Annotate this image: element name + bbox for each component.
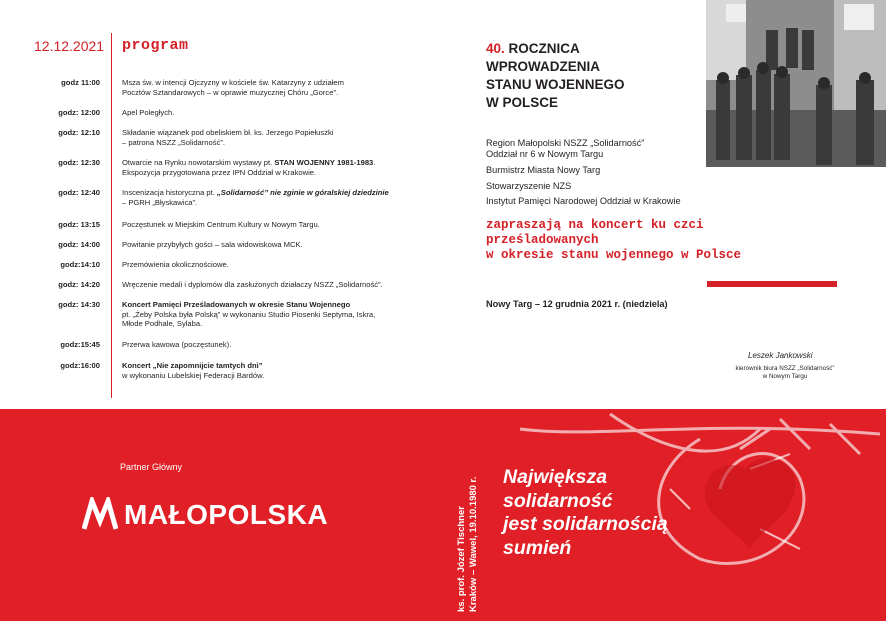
schedule-description xyxy=(122,280,422,290)
schedule-time: godz: 12:00 xyxy=(58,108,100,117)
schedule-description-line: Przemówienia okolicznościowe. xyxy=(122,260,229,269)
schedule-description-line: Przerwa kawowa (poczęstunek). xyxy=(122,340,232,349)
schedule-description-line: Koncert Pamięci Prześladowanych w okresie Stanu Wojennego xyxy=(122,300,351,309)
invitation-line1: zapraszają na koncert ku czci xyxy=(486,218,704,232)
schedule-description-line: Pocztów Sztandarowych – w oprawie muzycznej Chóru „Gorce”. xyxy=(122,87,339,97)
schedule-description-line: Młode Podhale, Sylaba. xyxy=(122,319,203,329)
program-title: program xyxy=(122,37,189,54)
schedule-time: godz: 14:20 xyxy=(58,280,100,289)
malopolska-logo xyxy=(82,497,382,533)
schedule-description-line: pt. „Żeby Polska była Polską” w wykonaniu Studio Piosenki Septyma, Iskra, xyxy=(122,309,376,319)
signature-role-line2: w Nowym Targu xyxy=(762,373,808,380)
schedule-description xyxy=(122,158,422,177)
schedule-time: godz 11:00 xyxy=(61,78,100,87)
schedule-description xyxy=(122,361,422,380)
headline-line4: W POLSCE xyxy=(486,95,559,110)
footer-band xyxy=(0,409,886,621)
schedule-time: godz: 13:15 xyxy=(58,220,100,229)
headline-number: 40. xyxy=(486,41,505,56)
signature-role xyxy=(720,365,850,381)
partner-label: Partner Główny xyxy=(120,462,183,472)
schedule-time: godz: 12:40 xyxy=(58,188,100,197)
headline-line2: WPROWADZENIA xyxy=(486,59,600,74)
schedule-description-line: Msza św. w intencji Ojczyzny w kościele św. Katarzyny z udziałem xyxy=(122,78,344,87)
quote-line2: solidarność xyxy=(503,489,613,512)
headline-line3: STANU WOJENNEGO xyxy=(486,77,625,92)
schedule-description xyxy=(122,340,422,350)
schedule-description-line: – PGRH „Błyskawica”. xyxy=(122,197,198,207)
schedule-time: godz: 14:30 xyxy=(58,300,100,309)
organizer-3: Burmistrz Miasta Nowy Targ xyxy=(486,165,601,175)
attribution-place-date: Kraków – Wawel, 19.10.1980 r. xyxy=(468,476,479,612)
schedule-description-line: Składanie wiązanek pod obeliskiem bł. ks. Jerzego Popiełuszki xyxy=(122,128,334,137)
quote-line4: sumień xyxy=(503,536,572,559)
quote-attribution xyxy=(456,477,480,612)
schedule-description xyxy=(122,220,422,230)
schedule-time: godz: 12:30 xyxy=(58,158,100,167)
schedule-description xyxy=(122,128,422,147)
quote-line1: Największa xyxy=(503,466,608,488)
schedule-description-line: Ekspozycja przygotowana przez IPN Oddział w Krakowie. xyxy=(122,167,317,177)
schedule-time: godz:16:00 xyxy=(60,361,100,370)
organizer-2: Oddział nr 6 w Nowym Targu xyxy=(486,149,604,159)
schedule-description xyxy=(122,260,422,270)
logo-text: MAŁOPOLSKA xyxy=(124,499,329,530)
schedule-description-line: Apel Poległych. xyxy=(122,108,175,117)
schedule-description-line: – patrona NSZZ „Solidarność”. xyxy=(122,137,225,147)
organizer-1: Region Małopolski NSZZ „Solidarność” xyxy=(486,138,645,148)
headline xyxy=(486,40,625,112)
red-accent-bar xyxy=(707,281,837,287)
schedule-description xyxy=(122,78,422,97)
schedule-description-line: Wręczenie medali i dyplomów dla zasłużonych działaczy NSZZ „Solidarność”. xyxy=(122,280,383,289)
organizer-5: Instytut Pamięci Narodowej Oddział w Krakowie xyxy=(486,196,681,206)
schedule-description-line: Koncert „Nie zapomnijcie tamtych dni” xyxy=(122,361,263,370)
invitation-text xyxy=(486,218,876,263)
event-date: 12.12.2021 xyxy=(34,38,105,54)
schedule-description-line: Otwarcie na Rynku nowotarskim wystawy pt. STAN WOJENNY 1981-1983. xyxy=(122,158,376,167)
schedule-description xyxy=(122,188,422,207)
schedule-time: godz:14:10 xyxy=(60,260,100,269)
invitation-line2: prześladowanych xyxy=(486,233,599,247)
quote xyxy=(503,466,668,560)
signature-name: Leszek Jankowski xyxy=(748,351,813,360)
historical-photo xyxy=(706,0,886,167)
schedule-description-line: Poczęstunek w Miejskim Centrum Kultury w Nowym Targu. xyxy=(122,220,320,229)
schedule-time: godz:15:45 xyxy=(60,340,100,349)
headline-line1: ROCZNICA xyxy=(508,41,580,56)
schedule-time: godz: 14:00 xyxy=(58,240,100,249)
schedule-description-line: Inscenizacja historyczna pt. „Solidarność” nie zginie w góralskiej dziedzinie xyxy=(122,188,389,197)
schedule-description xyxy=(122,108,422,118)
schedule-description-line: Powitanie przybyłych gości – sala widowiskowa MCK. xyxy=(122,240,303,249)
schedule-description xyxy=(122,300,422,329)
signature-role-line1: kierownik biura NSZZ „Solidarność” xyxy=(735,365,835,372)
quote-line3: jest solidarnością xyxy=(503,513,668,535)
attribution-author: ks. prof. Józef Tischner xyxy=(456,506,467,612)
schedule-description-line: w wykonaniu Lubelskiej Federacji Bardów. xyxy=(122,370,265,380)
schedule-time: godz: 12:10 xyxy=(58,128,100,137)
invitation-line3: w okresie stanu wojennego w Polsce xyxy=(486,248,742,262)
schedule-description xyxy=(122,240,422,250)
divider-line xyxy=(111,33,112,398)
organizer-4: Stowarzyszenie NZS xyxy=(486,181,572,191)
place-date: Nowy Targ – 12 grudnia 2021 r. (niedziela) xyxy=(486,299,668,309)
malopolska-logo-icon xyxy=(82,497,118,533)
